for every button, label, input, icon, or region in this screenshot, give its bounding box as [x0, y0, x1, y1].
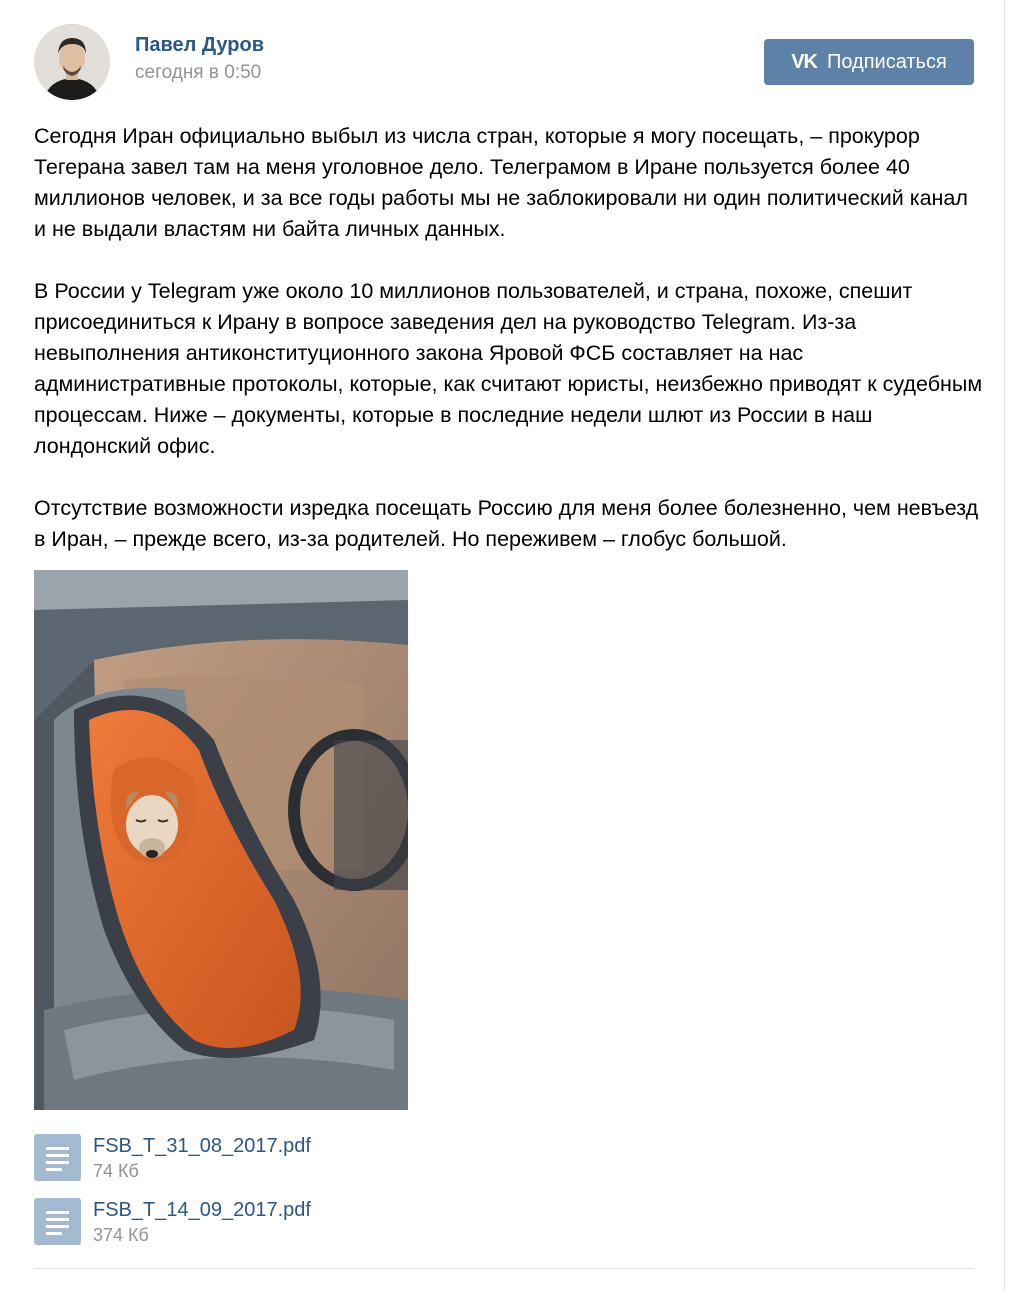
subscribe-label: Подписаться [826, 50, 947, 73]
dog-in-sleeping-bag-image [34, 570, 408, 1110]
document-icon [34, 1134, 81, 1181]
author-name[interactable]: Павел Дуров [135, 34, 264, 56]
attachment-name[interactable]: FSB_T_14_09_2017.pdf [93, 1199, 311, 1221]
post-photo[interactable] [34, 570, 408, 1110]
post-text [34, 121, 984, 586]
subscribe-button[interactable] [764, 39, 974, 85]
avatar[interactable] [34, 24, 110, 100]
attachment-name[interactable]: FSB_T_31_08_2017.pdf [93, 1135, 311, 1157]
attachment-item[interactable] [34, 1134, 634, 1182]
post-paragraph: В России у Telegram уже около 10 миллионов пользователей, и страна, похоже, спешит присоединиться к Ирану в вопросе заведения дел на руководство Telegram. Из-за невыполнения антиконституционного закона Яровой ФСБ составляет на нас административные протоколы, которые, как считают юристы, неизбежно приводят к судебным процессам. Ниже – документы, которые в последние недели шлют из России в наш лондонский офис. [34, 279, 983, 458]
vk-logo-icon: VK [791, 50, 817, 73]
attachment-item[interactable] [34, 1198, 634, 1246]
avatar-photo [34, 24, 110, 100]
divider [34, 1268, 974, 1269]
post-date[interactable]: сегодня в 0:50 [135, 62, 262, 83]
post-paragraph: Отсутствие возможности изредка посещать Россию для меня более болезненно, чем невъезд в Иран, – прежде всего, из-за родителей. Но переживем – глобус большой. [34, 496, 979, 551]
document-icon [34, 1198, 81, 1245]
post-paragraph: Сегодня Иран официально выбыл из числа стран, которые я могу посещать, – прокурор Тегерана завел там на меня уголовное дело. Телеграмом в Иране пользуется более 40 миллионов человек, и за все годы работы мы не заблокировали ни один политический канал и не выдали властям ни байта личных данных. [34, 124, 968, 241]
attachment-size: 74 Кб [93, 1161, 139, 1181]
attachment-size: 374 Кб [93, 1225, 149, 1245]
